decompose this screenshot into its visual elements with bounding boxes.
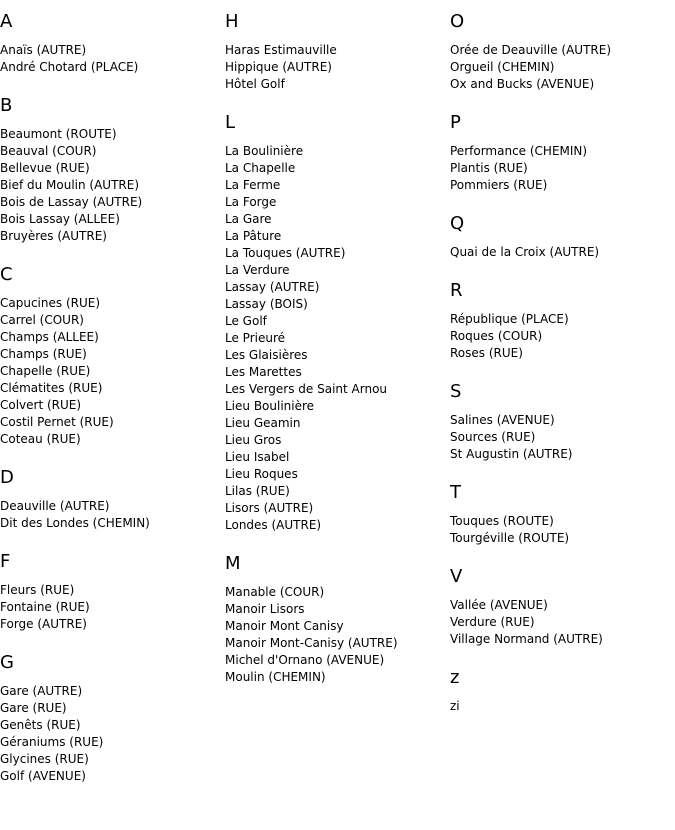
street-list <box>450 698 672 715</box>
street-list <box>225 584 447 686</box>
letter-section <box>0 96 222 245</box>
street-entry: Golf (AVENUE) <box>0 769 86 783</box>
street-entry: Dit des Londes (CHEMIN) <box>0 516 150 530</box>
street-entry: André Chotard (PLACE) <box>0 60 139 74</box>
street-entry: St Augustin (AUTRE) <box>450 447 573 461</box>
street-entry: Quai de la Croix (AUTRE) <box>450 245 600 259</box>
street-entry: Les Marettes <box>225 365 302 379</box>
street-entry: zi <box>450 699 460 713</box>
street-entry: Lieu Gros <box>225 433 282 447</box>
street-list <box>450 244 672 261</box>
street-entry: Lassay (AUTRE) <box>225 280 320 294</box>
street-entry: Fontaine (RUE) <box>0 600 90 614</box>
street-entry: Chapelle (RUE) <box>0 364 91 378</box>
index-column-2 <box>225 12 447 706</box>
street-entry: La Chapelle <box>225 161 296 175</box>
letter-section <box>450 214 672 261</box>
letter-section <box>225 554 447 686</box>
street-list <box>0 126 222 245</box>
letter-section <box>225 12 447 93</box>
street-entry: Salines (AVENUE) <box>450 413 555 427</box>
section-letter-heading: R <box>450 280 463 301</box>
street-list <box>0 42 222 76</box>
street-entry: Michel d'Ornano (AVENUE) <box>225 653 385 667</box>
street-entry: Manoir Mont-Canisy (AUTRE) <box>225 636 398 650</box>
street-entry: Carrel (COUR) <box>0 313 84 327</box>
street-entry: Manable (COUR) <box>225 585 325 599</box>
street-entry: Plantis (RUE) <box>450 161 528 175</box>
index-column-3 <box>450 12 672 735</box>
street-entry: Gare (RUE) <box>0 701 67 715</box>
street-list <box>450 42 672 93</box>
street-entry: La Ferme <box>225 178 281 192</box>
section-letter-heading: L <box>225 112 236 133</box>
street-entry: Haras Estimauville <box>225 43 337 57</box>
street-entry: Bruyères (AUTRE) <box>0 229 107 243</box>
street-entry: Bellevue (RUE) <box>0 161 90 175</box>
section-letter-heading: S <box>450 381 462 402</box>
street-entry: Beaumont (ROUTE) <box>0 127 117 141</box>
street-entry: Lilas (RUE) <box>225 484 290 498</box>
index-column-1 <box>0 12 222 805</box>
street-entry: Bois Lassay (ALLEE) <box>0 212 120 226</box>
street-entry: Orée de Deauville (AUTRE) <box>450 43 611 57</box>
section-letter-heading: A <box>0 11 13 32</box>
street-entry: Performance (CHEMIN) <box>450 144 588 158</box>
street-entry: République (PLACE) <box>450 312 569 326</box>
letter-section <box>0 265 222 448</box>
street-list <box>225 143 447 534</box>
street-list <box>450 597 672 648</box>
street-entry: Moulin (CHEMIN) <box>225 670 326 684</box>
street-entry: Capucines (RUE) <box>0 296 101 310</box>
street-entry: La Pâture <box>225 229 282 243</box>
street-entry: Champs (RUE) <box>0 347 87 361</box>
street-list <box>0 295 222 448</box>
street-list <box>450 513 672 547</box>
letter-section <box>450 12 672 93</box>
section-letter-heading: M <box>225 553 241 574</box>
street-list <box>450 412 672 463</box>
section-letter-heading: H <box>225 11 239 32</box>
letter-section <box>450 668 672 715</box>
street-entry: Lassay (BOIS) <box>225 297 308 311</box>
street-list <box>450 143 672 194</box>
section-letter-heading: G <box>0 652 14 673</box>
street-entry: Anaïs (AUTRE) <box>0 43 87 57</box>
street-entry: Lieu Boulinière <box>225 399 315 413</box>
section-letter-heading: B <box>0 95 13 116</box>
street-entry: Lisors (AUTRE) <box>225 501 314 515</box>
street-entry: Bief du Moulin (AUTRE) <box>0 178 140 192</box>
street-entry: Le Golf <box>225 314 267 328</box>
street-list <box>225 42 447 93</box>
letter-section <box>225 113 447 534</box>
street-entry: La Boulinière <box>225 144 304 158</box>
letter-section <box>0 12 222 76</box>
letter-section <box>450 567 672 648</box>
street-list <box>0 683 222 785</box>
section-letter-heading: T <box>450 482 461 503</box>
street-entry: Les Vergers de Saint Arnou <box>225 382 388 396</box>
street-entry: La Touques (AUTRE) <box>225 246 346 260</box>
section-letter-heading: Q <box>450 213 465 234</box>
street-entry: Coteau (RUE) <box>0 432 81 446</box>
street-entry: Colvert (RUE) <box>0 398 82 412</box>
street-list <box>450 311 672 362</box>
street-entry: Village Normand (AUTRE) <box>450 632 603 646</box>
street-entry: Beauval (COUR) <box>0 144 97 158</box>
letter-section <box>450 483 672 547</box>
street-entry: Champs (ALLEE) <box>0 330 99 344</box>
street-entry: Orgueil (CHEMIN) <box>450 60 555 74</box>
section-letter-heading: P <box>450 112 461 133</box>
street-entry: Tourgéville (ROUTE) <box>450 531 570 545</box>
section-letter-heading: V <box>450 566 463 587</box>
section-letter-heading: F <box>0 551 11 572</box>
letter-section <box>450 281 672 362</box>
street-entry: Pommiers (RUE) <box>450 178 548 192</box>
street-entry: Forge (AUTRE) <box>0 617 87 631</box>
street-entry: Costil Pernet (RUE) <box>0 415 114 429</box>
street-entry: Vallée (AVENUE) <box>450 598 548 612</box>
section-letter-heading: D <box>0 467 14 488</box>
section-letter-heading: C <box>0 264 13 285</box>
street-entry: Manoir Lisors <box>225 602 305 616</box>
letter-section <box>450 382 672 463</box>
street-entry: Lieu Geamin <box>225 416 301 430</box>
street-entry: La Forge <box>225 195 277 209</box>
street-entry: Roques (COUR) <box>450 329 543 343</box>
street-entry: Londes (AUTRE) <box>225 518 322 532</box>
street-entry: Gare (AUTRE) <box>0 684 83 698</box>
street-entry: Roses (RUE) <box>450 346 523 360</box>
street-entry: Géraniums (RUE) <box>0 735 104 749</box>
street-entry: Verdure (RUE) <box>450 615 535 629</box>
letter-section <box>0 468 222 532</box>
section-letter-heading: z <box>450 667 460 688</box>
street-entry: Hippique (AUTRE) <box>225 60 332 74</box>
street-entry: Touques (ROUTE) <box>450 514 554 528</box>
street-entry: Glycines (RUE) <box>0 752 89 766</box>
street-entry: Le Prieuré <box>225 331 286 345</box>
letter-section <box>0 552 222 633</box>
street-entry: Les Glaisières <box>225 348 308 362</box>
street-entry: Bois de Lassay (AUTRE) <box>0 195 143 209</box>
street-entry: Manoir Mont Canisy <box>225 619 344 633</box>
street-entry: La Verdure <box>225 263 290 277</box>
street-list <box>0 498 222 532</box>
letter-section <box>0 653 222 785</box>
street-entry: Hôtel Golf <box>225 77 285 91</box>
street-list <box>0 582 222 633</box>
street-entry: Fleurs (RUE) <box>0 583 75 597</box>
street-entry: Lieu Isabel <box>225 450 290 464</box>
street-entry: Deauville (AUTRE) <box>0 499 110 513</box>
street-entry: Lieu Roques <box>225 467 298 481</box>
street-entry: Genêts (RUE) <box>0 718 81 732</box>
street-entry: Ox and Bucks (AVENUE) <box>450 77 595 91</box>
street-entry: Sources (RUE) <box>450 430 536 444</box>
letter-section <box>450 113 672 194</box>
street-entry: La Gare <box>225 212 272 226</box>
section-letter-heading: O <box>450 11 465 32</box>
street-entry: Clématites (RUE) <box>0 381 103 395</box>
